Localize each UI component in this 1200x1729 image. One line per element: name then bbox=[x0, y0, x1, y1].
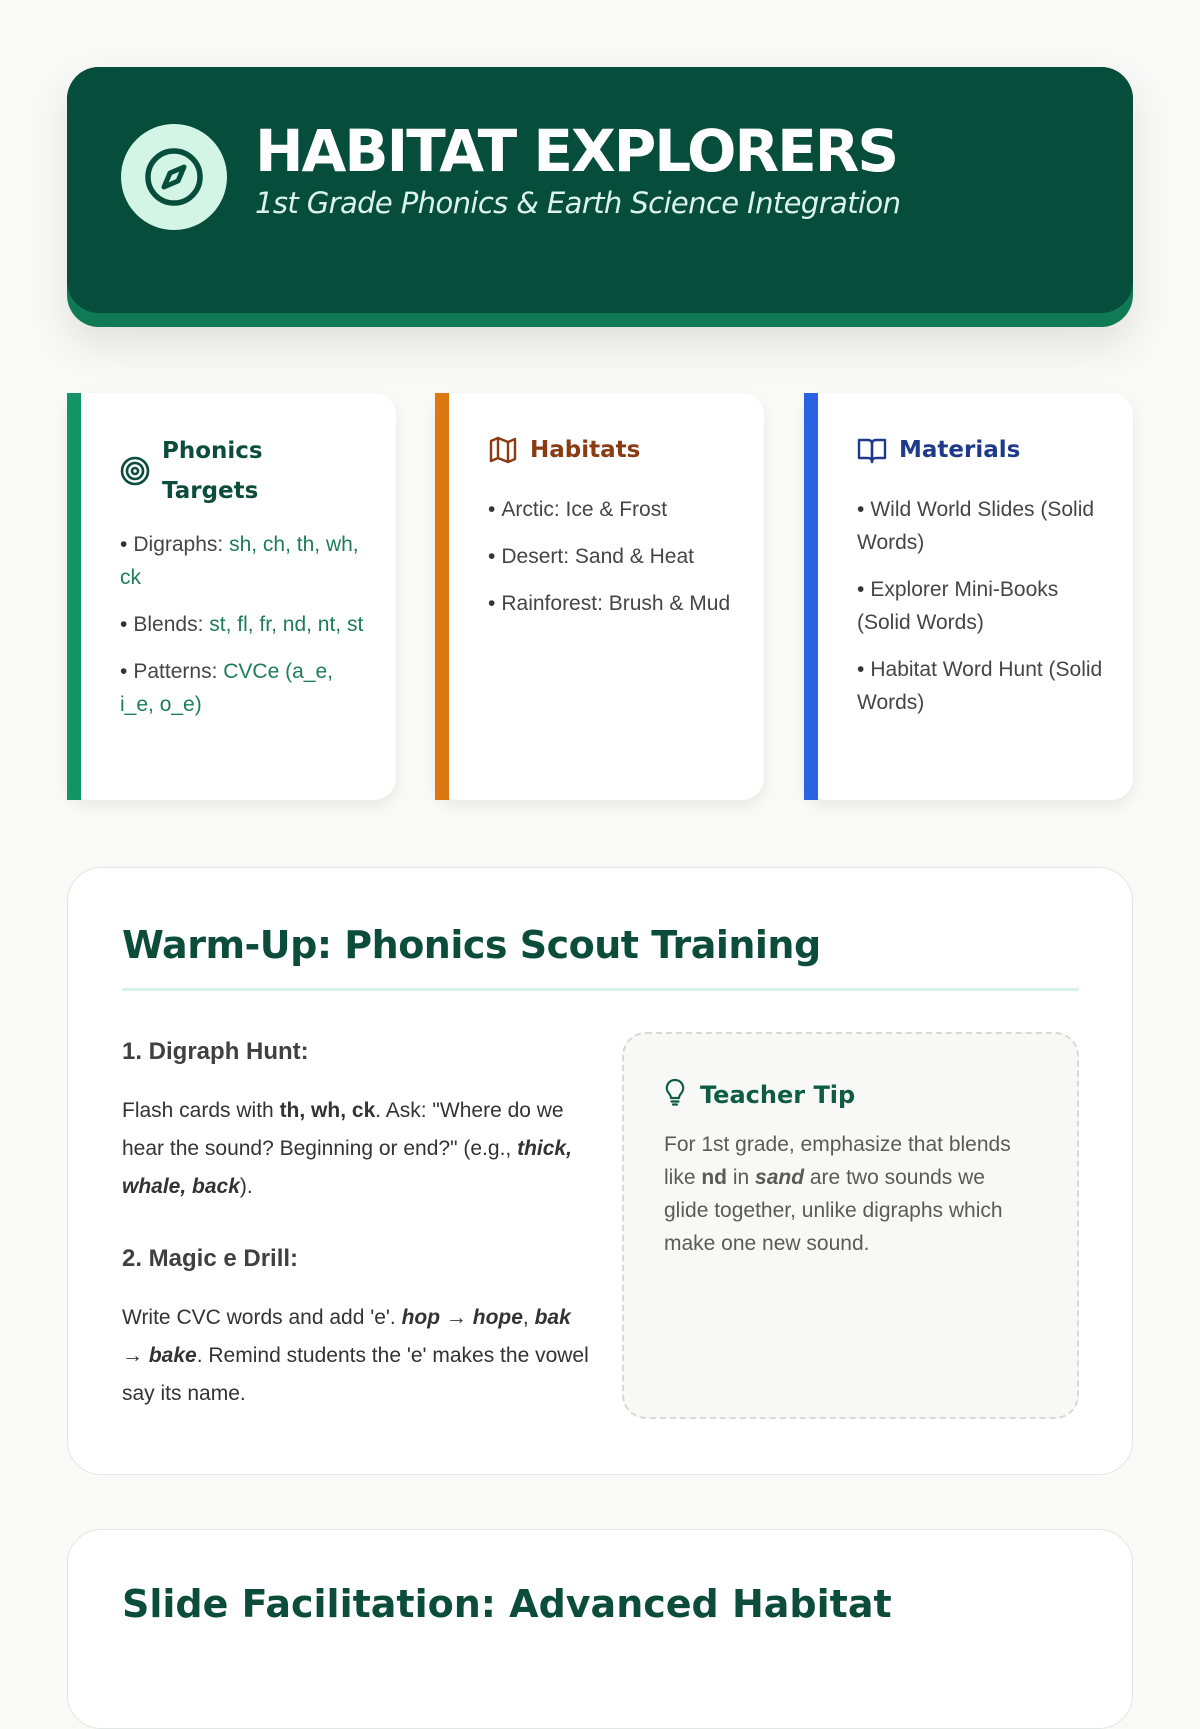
section-title: Warm-Up: Phonics Scout Training bbox=[122, 923, 821, 967]
list-item: • Arctic: Ice & Frost bbox=[488, 493, 738, 526]
card-heading bbox=[120, 431, 282, 511]
list-item: • Explorer Mini-Books (Solid Words) bbox=[857, 573, 1107, 639]
page-title: HABITAT EXPLORERS bbox=[255, 117, 898, 185]
warmup-section bbox=[67, 867, 1133, 1475]
card-accent-bar bbox=[804, 393, 818, 800]
step-description: Flash cards with th, wh, ck. Ask: "Where do we hear the sound? Beginning or end?" (e.g., thick, whale, back). bbox=[122, 1099, 572, 1198]
step-title: 1. Digraph Hunt: bbox=[122, 1038, 309, 1065]
phonics-targets-card bbox=[67, 393, 396, 800]
step-description: Write CVC words and add 'e'. hop → hope, bak → bake. Remind students the 'e' makes the vowel say its name. bbox=[122, 1306, 589, 1405]
section-divider bbox=[122, 988, 1079, 991]
tip-heading bbox=[664, 1078, 855, 1112]
compass-icon bbox=[121, 124, 227, 230]
book-icon bbox=[857, 435, 887, 465]
card-title: Materials bbox=[899, 437, 1021, 463]
list-item: • Digraphs: sh, ch, th, wh, ck bbox=[120, 528, 370, 594]
map-icon bbox=[488, 435, 518, 465]
materials-card bbox=[804, 393, 1133, 800]
card-heading bbox=[857, 435, 1020, 465]
target-icon bbox=[120, 456, 150, 486]
list-item: • Patterns: CVCe (a_e, i_e, o_e) bbox=[120, 655, 370, 721]
tip-text: For 1st grade, emphasize that blends like nd in sand are two sounds we glide together, unlike digraphs which make one new sound. bbox=[664, 1133, 1011, 1255]
habitats-list bbox=[488, 493, 738, 634]
card-accent-bar bbox=[435, 393, 449, 800]
card-heading bbox=[488, 435, 640, 465]
page-subtitle: 1st Grade Phonics & Earth Science Integration bbox=[255, 186, 901, 220]
step-title: 2. Magic e Drill: bbox=[122, 1245, 299, 1272]
phonics-list bbox=[120, 528, 370, 735]
card-accent-bar bbox=[67, 393, 81, 800]
list-item: • Wild World Slides (Solid Words) bbox=[857, 493, 1107, 559]
teacher-tip-box bbox=[622, 1032, 1079, 1419]
list-item: • Blends: st, fl, fr, nd, nt, st bbox=[120, 608, 370, 641]
header-banner-inner bbox=[67, 67, 1133, 313]
lightbulb-icon bbox=[664, 1078, 686, 1112]
habitats-card bbox=[435, 393, 764, 800]
card-title: Phonics Targets bbox=[162, 438, 263, 504]
slide-facilitation-section bbox=[67, 1529, 1133, 1729]
materials-list bbox=[857, 493, 1107, 733]
header-banner bbox=[67, 67, 1133, 327]
section-title: Slide Facilitation: Advanced Habitat bbox=[122, 1582, 892, 1626]
list-item: • Rainforest: Brush & Mud bbox=[488, 587, 738, 620]
tip-title: Teacher Tip bbox=[700, 1081, 856, 1109]
list-item: • Desert: Sand & Heat bbox=[488, 540, 738, 573]
list-item: • Habitat Word Hunt (Solid Words) bbox=[857, 653, 1107, 719]
card-title: Habitats bbox=[530, 437, 641, 463]
